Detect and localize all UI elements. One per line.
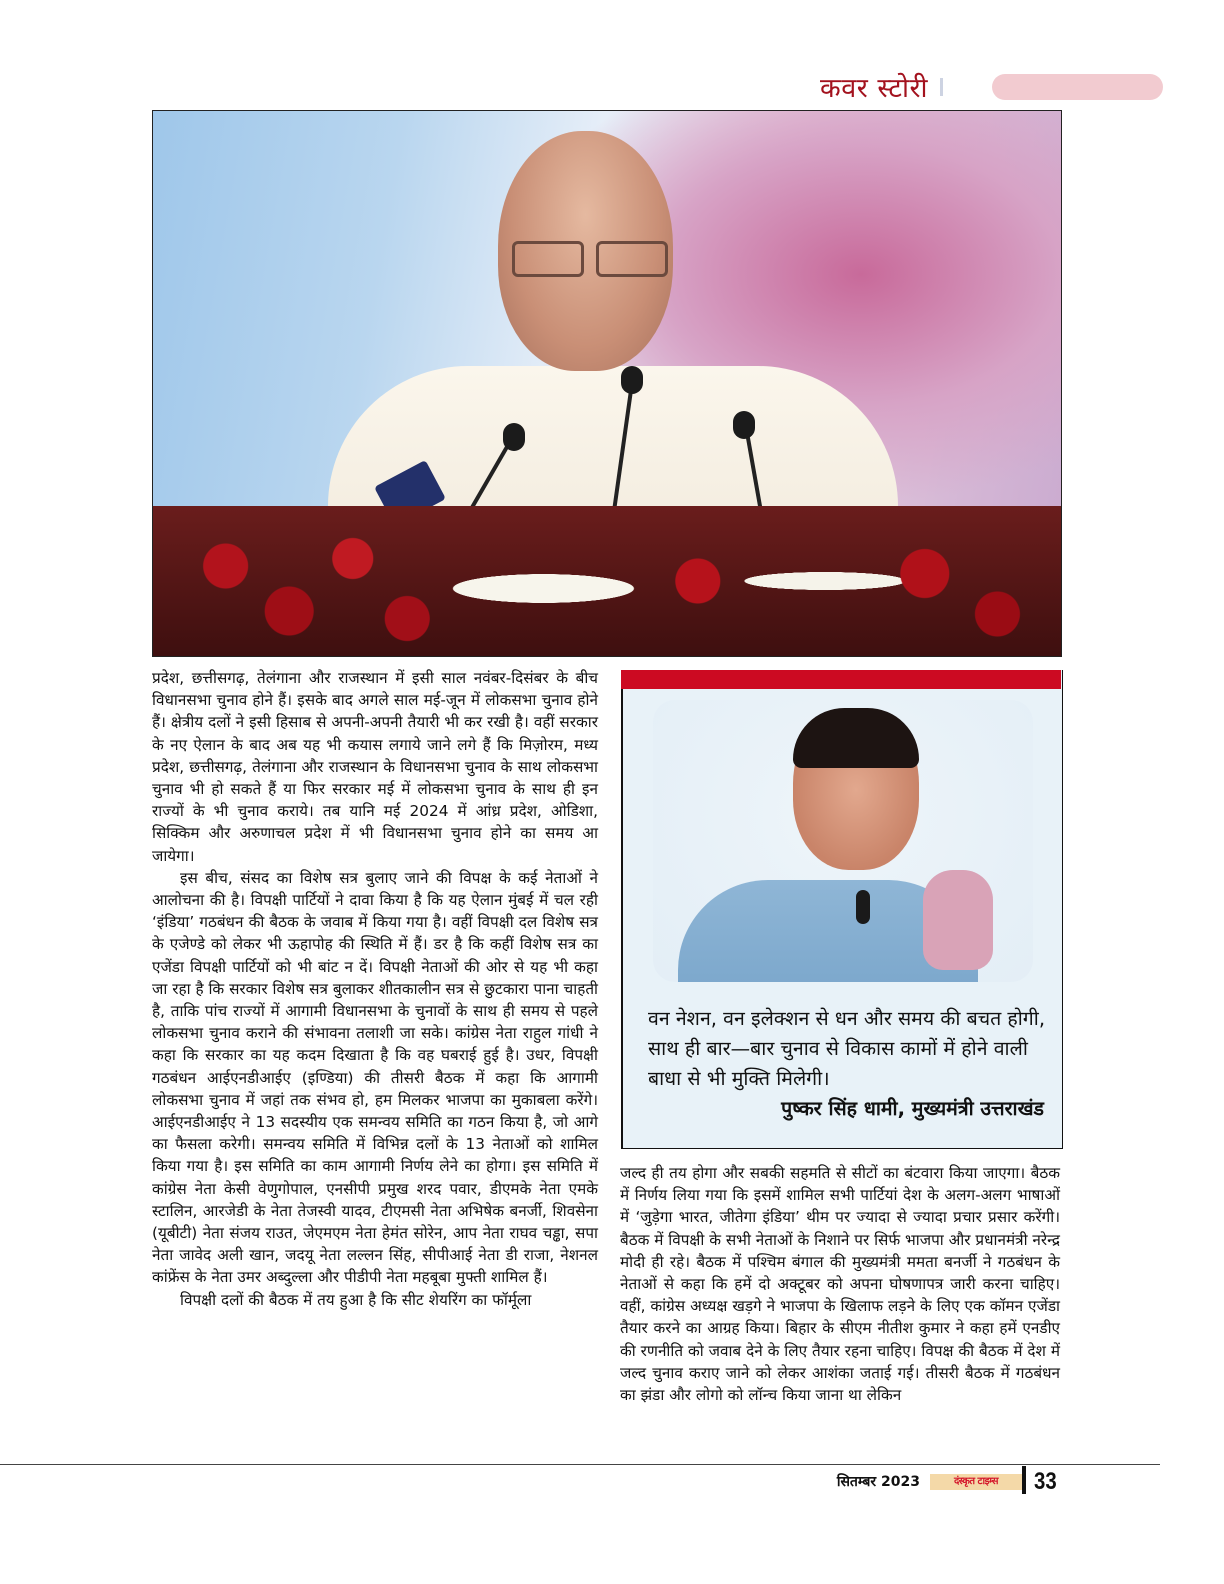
article-paragraph: विपक्षी दलों की बैठक में तय हुआ है कि सीट शेयरिंग का फॉर्मूला xyxy=(180,1290,532,1309)
section-separator xyxy=(940,78,943,96)
article-paragraph: प्रदेश, छत्तीसगढ़, तेलंगाना और राजस्थान में इसी साल नवंबर-दिसंबर के बीच विधानसभा चुनाव होने हैं। इसके बाद अगले साल मई-जून में लोकसभा चुनाव होने हैं। क्षेत्रीय दलों ने इसी हिसाब से अपनी-अपनी तैयारी भी कर रखी है। वहीं सरकार के नए ऐलान के बाद अब यह भी कयास लगाये जाने लगे हैं कि मिज़ोरम, मध्य प्रदेश, छत्तीसगढ़, तेलंगाना और राजस्थान के विधानसभा चुनाव के साथ लोकसभा चुनाव भी हो सकते हैं या फिर सरकार मई में लोकसभा चुनाव के साथ ही इन राज्यों के भी चुनाव कराये। तब यानि मई 2024 में आंध्र प्रदेश, ओडिशा, सिक्किम और अरुणाचल प्रदेश में भी विधानसभा चुनाव होने का समय आ जायेगा। xyxy=(152,669,598,865)
article-paragraph: इस बीच, संसद का विशेष सत्र बुलाए जाने की विपक्ष के कई नेताओं ने आलोचना की है। विपक्षी पार्टियों ने दावा किया है कि यह ऐलान मुंबई में चल रही ‘इंडिया’ गठबंधन की बैठक के जवाब में किया गया है। वहीं विपक्षी दल विशेष सत्र के एजेण्डे को लेकर भी ऊहापोह की स्थिति में हैं। डर है कि कहीं विशेष सत्र का एजेंडा विपक्षी पार्टियों को भी बांट न दें। विपक्षी नेताओं की ओर से यह भी कहा जा रहा है कि सरकार विशेष सत्र बुलाकर शीतकालीन सत्र से छुटकारा पाना चाहती है, ताकि पांच राज्यों में आगामी विधानसभा के चुनावों के साथ ही समय से पहले लोकसभा चुनाव कराने की संभावना तलाशी जा सके। कांग्रेस नेता राहुल गांधी ने कहा कि सरकार का यह कदम दिखाता है कि वह घबराई हुई है। उधर, विपक्षी गठबंधन आईएनडीआईए (इण्डिया) की तीसरी बैठक में कहा कि आगामी लोकसभा चुनाव में जहां तक संभव हो, हम मिलकर भाजपा का मुकाबला करेंगे। आईएनडीआईए ने 13 सदस्यीय एक समन्वय समिति का गठन किया है, जो आगे का फैसला करेगी। समन्वय समिति में विभिन्न दलों के 13 नेताओं को शामिल किया गया है। इस समिति का काम आगामी निर्णय लेने का होगा। इस समिति में कांग्रेस नेता केसी वेणुगोपाल, एनसीपी प्रमुख शरद पवार, डीएमके नेता एमके स्टालिन, आरजेडी के नेता तेजस्वी यादव, टीएमसी नेता अभिषेक बनर्जी, शिवसेना (यूबीटी) नेता संजय राउत, जेएमएम नेता हेमंत सोरेन, आप नेता राघव चड्ढा, सपा नेता जावेद अली खान, जदयू नेता लल्लन सिंह, सीपीआई नेता डी राजा, नेशनल कांफ्रेंस के नेता उमर अब्दुल्ला और पीडीपी नेता महबूबा मुफ्ती शामिल हैं। xyxy=(152,868,598,1287)
article-left-column xyxy=(152,667,598,1311)
photo-flower-arrangement xyxy=(153,506,1061,656)
footer-strip xyxy=(837,1472,1022,1492)
footer-rule xyxy=(0,1464,1160,1465)
footer-divider xyxy=(1022,1466,1026,1494)
footer-issue-date: सितम्बर 2023 xyxy=(836,1474,920,1490)
magazine-logo: दंस्कृत टाइम्स xyxy=(930,1474,1022,1490)
photo-microphone-head xyxy=(621,366,643,394)
section-pill-decoration xyxy=(992,74,1163,100)
section-label: कवर स्टोरी xyxy=(820,73,929,104)
hero-photo-speaker-at-podium xyxy=(152,110,1062,657)
inset-photo-dhami xyxy=(653,700,1033,982)
photo-microphone xyxy=(856,890,870,924)
page-number: 33 xyxy=(1034,1468,1057,1495)
pull-quote-text: वन नेशन, वन इलेक्शन से धन और समय की बचत होगी, साथ ही बार—बार चुनाव से विकास कामों में होने वाली बाधा से भी मुक्ति मिलेगी। xyxy=(648,1007,1046,1090)
quote-box-accent-bar xyxy=(621,670,1061,689)
photo-microphone-head xyxy=(733,411,755,439)
photo-glasses xyxy=(508,241,668,275)
article-right-column xyxy=(620,1162,1060,1406)
photo-hair xyxy=(793,708,919,768)
photo-microphone-head xyxy=(503,423,525,451)
pull-quote-attribution: पुष्कर सिंह धामी, मुख्यमंत्री उत्तराखंड xyxy=(781,1097,1044,1120)
article-paragraph: जल्द ही तय होगा और सबकी सहमति से सीटों का बंटवारा किया जाएगा। बैठक में निर्णय लिया गया कि इसमें शामिल सभी पार्टियां देश के अलग-अलग भाषाओं में ‘जुड़ेगा भारत, जीतेगा इंडिया’ थीम पर ज्यादा से ज्यादा प्रचार प्रसार करेंगी। बैठक में विपक्षी के सभी नेताओं के निशाने पर सिर्फ भाजपा और प्रधानमंत्री नरेन्द्र मोदी ही रहे। बैठक में पश्चिम बंगाल की मुख्यमंत्री ममता बनर्जी ने गठबंधन के नेताओं से कहा कि हमें दो अक्टूबर को अपना घोषणापत्र जारी करना चाहिए। वहीं, कांग्रेस अध्यक्ष खड़गे ने भाजपा के खिलाफ लड़ने के लिए एक कॉमन एजेंडा तैयार करने का आग्रह किया। बिहार के सीएम नीतीश कुमार ने कहा हमें एनडीए की रणनीति को जवाब देने के लिए तैयार रहना चाहिए। विपक्ष की बैठक में देश में जल्द चुनाव कराए जाने को लेकर आशंका जताई गई। तीसरी बैठक में गठबंधन का झंडा और लोगो को लॉन्च किया जाना था लेकिन xyxy=(620,1164,1060,1405)
photo-hand xyxy=(923,870,993,970)
